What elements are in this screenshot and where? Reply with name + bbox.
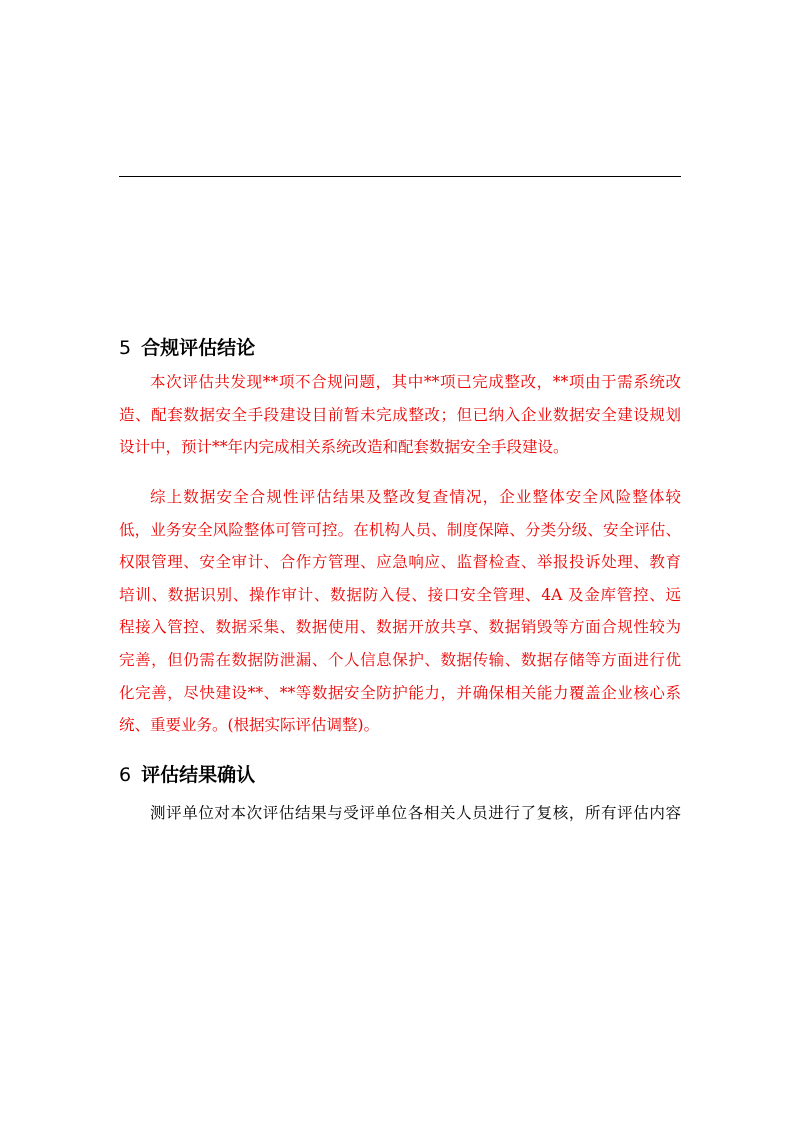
section-5-paragraph-1 (119, 366, 681, 464)
paragraph-line: 权限管理、安全审计、合作方管理、应急响应、监督检查、举报投诉处理、教育 (119, 553, 681, 572)
section-6-number: 6 (119, 764, 132, 786)
header-rule (119, 176, 681, 177)
section-5-paragraph-2 (119, 481, 681, 742)
paragraph-line: 完善，但仍需在数据防泄漏、个人信息保护、数据传输、数据存储等方面进行优 (119, 650, 681, 669)
section-5-title: 合规评估结论 (141, 337, 256, 359)
section-6-heading (119, 763, 255, 787)
section-6-paragraph-1 (119, 797, 681, 830)
paragraph-line: 设计中，预计**年内完成相关系统改造和配套数据安全手段建设。 (119, 438, 569, 457)
paragraph-line: 测评单位对本次评估结果与受评单位各相关人员进行了复核，所有评估内容 (150, 804, 681, 822)
section-6-title: 评估结果确认 (141, 764, 256, 786)
section-5-heading (119, 336, 255, 360)
paragraph-line: 程接入管控、数据采集、数据使用、数据开放共享、数据销毁等方面合规性较为 (119, 618, 681, 637)
paragraph-line: 综上数据安全合规性评估结果及整改复查情况，企业整体安全风险整体较 (150, 488, 681, 506)
paragraph-line: 低，业务安全风险整体可管可控。在机构人员、制度保障、分类分级、安全评估、 (119, 520, 681, 539)
section-5-number: 5 (119, 337, 132, 359)
paragraph-line: 本次评估共发现**项不合规问题，其中**项已完成整改，**项由于需系统改 (150, 373, 681, 391)
paragraph-line: 培训、数据识别、操作审计、数据防入侵、接口安全管理、4A 及金库管控、远 (119, 585, 681, 604)
paragraph-line: 造、配套数据安全手段建设目前暂未完成整改；但已纳入企业数据安全建设规划 (119, 405, 681, 424)
paragraph-line: 统、重要业务。(根据实际评估调整)。 (119, 716, 380, 735)
paragraph-line: 化完善，尽快建设**、**等数据安全防护能力，并确保相关能力覆盖企业核心系 (119, 683, 681, 702)
